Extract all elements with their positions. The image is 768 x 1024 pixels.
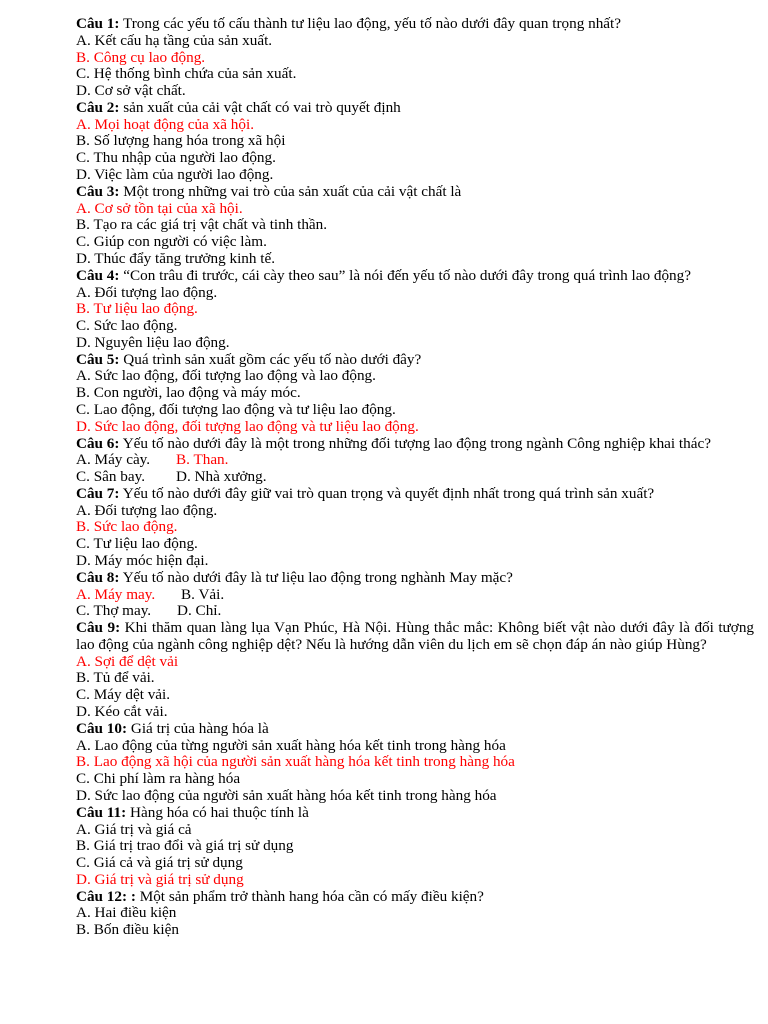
question-text: Yếu tố nào dưới đây giữ vai trò quan trọng và quyết định nhất trong quá trình sản xuất? <box>122 484 655 502</box>
option-d: D. Cơ sở vật chất. <box>76 82 186 100</box>
question-text: Yếu tố nào dưới đây là một trong những đối tượng lao động trong ngành Công nghiệp khai thác? <box>122 434 711 452</box>
option-d: D. Sức lao động, đối tượng lao động và tư liệu lao động. <box>76 417 419 435</box>
option-b: B. Vải. <box>181 585 225 603</box>
option-d: D. Nguyên liệu lao động. <box>76 333 230 351</box>
option-a: A. Giá trị và giá cả <box>76 820 192 838</box>
question-number: Câu 5: <box>76 350 120 368</box>
option-a: A. Lao động của từng người sản xuất hàng hóa kết tinh trong hàng hóa <box>76 736 506 754</box>
option-c: C. Giá cả và giá trị sử dụng <box>76 854 243 872</box>
question-text: Yếu tố nào dưới đây là tư liệu lao động trong nghành May mặc? <box>122 568 513 586</box>
option-b: B. Bốn điều kiện <box>76 921 179 939</box>
option-d: D. Sức lao động của người sản xuất hàng hóa kết tinh trong hàng hóa <box>76 786 497 804</box>
option-d: D. Giá trị và giá trị sử dụng <box>76 870 244 888</box>
option-c: C. Thu nhập của người lao động. <box>76 149 276 167</box>
option-b: B. Tạo ra các giá trị vật chất và tinh thần. <box>76 216 328 234</box>
option-row <box>76 603 754 620</box>
option-d: D. Thúc đẩy tăng trưởng kinh tế. <box>76 249 276 267</box>
option-a: A. Cơ sở tồn tại của xã hội. <box>76 199 243 217</box>
option-row <box>76 469 754 486</box>
option-b: B. Giá trị trao đổi và giá trị sử dụng <box>76 837 294 855</box>
option-a: A. Sức lao động, đối tượng lao động và lao động. <box>76 367 376 385</box>
question-text: sản xuất của cải vật chất có vai trò quyết định <box>123 98 401 116</box>
question-block <box>76 620 754 721</box>
question-text: “Con trâu đi trước, cái cày theo sau” là nói đến yếu tố nào dưới đây trong quá trình lao động? <box>123 266 691 284</box>
option-c: C. Sức lao động. <box>76 317 178 335</box>
option-c: C. Sân bay. <box>76 468 146 486</box>
question-number: Câu 11: <box>76 803 127 821</box>
option-d: D. Nhà xưởng. <box>176 468 267 486</box>
question-heading <box>76 268 754 285</box>
question-text: Hàng hóa có hai thuộc tính là <box>130 803 309 821</box>
question-heading <box>76 570 754 587</box>
option-d: D. Chỉ. <box>177 602 222 620</box>
option-b: B. Than. <box>176 451 229 469</box>
option-a: A. Đối tượng lao động. <box>76 283 218 301</box>
option-row <box>76 587 754 604</box>
option-d: D. Việc làm của người lao động. <box>76 166 274 184</box>
option-c: C. Tư liệu lao động. <box>76 535 198 553</box>
question-block <box>76 721 754 805</box>
question-number: Câu 8: <box>76 568 120 586</box>
option-c: C. Máy dệt vải. <box>76 686 171 704</box>
question-number: Câu 6: <box>76 434 120 452</box>
option-a: A. Máy cày. <box>76 451 151 469</box>
question-block <box>76 268 754 352</box>
question-heading <box>76 436 754 453</box>
option-b: B. Con người, lao động và máy móc. <box>76 384 301 402</box>
option-b: B. Số lượng hang hóa trong xã hội <box>76 132 286 150</box>
question-block <box>76 16 754 100</box>
question-number: Câu 7: <box>76 484 120 502</box>
question-block <box>76 570 754 620</box>
question-block <box>76 805 754 889</box>
question-block <box>76 486 754 570</box>
question-heading <box>76 721 754 738</box>
question-block <box>76 184 754 268</box>
option-a: A. Đối tượng lao động. <box>76 501 218 519</box>
option-b: B. Lao động xã hội của người sản xuất hàng hóa kết tinh trong hàng hóa <box>76 753 515 771</box>
question-text: Giá trị của hàng hóa là <box>130 719 269 737</box>
question-block <box>76 889 754 939</box>
option-c: C. Thợ may. <box>76 602 152 620</box>
question-number: Câu 9: <box>76 619 121 637</box>
question-number: Câu 1: <box>76 15 120 32</box>
option-c: C. Hệ thống bình chứa của sản xuất. <box>76 65 297 83</box>
question-text: Một trong những vai trò của sản xuất của cải vật chất là <box>123 182 462 200</box>
option-a: A. Máy may. <box>76 585 156 603</box>
question-heading <box>76 184 754 201</box>
question-number: Câu 4: <box>76 266 120 284</box>
question-heading <box>76 620 754 654</box>
question-heading <box>76 889 754 906</box>
option-a: A. Sợi để dệt vải <box>76 652 179 670</box>
option-b: B. Sức lao động. <box>76 518 178 536</box>
option-c: C. Chi phí làm ra hàng hóa <box>76 770 241 788</box>
question-text: Trong các yếu tố cấu thành tư liệu lao động, yếu tố nào dưới đây quan trọng nhất? <box>123 15 622 32</box>
question-heading <box>76 352 754 369</box>
option-b: B. Công cụ lao động. <box>76 48 206 66</box>
question-text: Quá trình sản xuất gồm các yếu tố nào dưới đây? <box>123 350 422 368</box>
question-heading <box>76 16 754 33</box>
option-b: B. Tư liệu lao động. <box>76 300 198 318</box>
option-a: A. Mọi hoạt động của xã hội. <box>76 115 255 133</box>
option-c: C. Giúp con người có việc làm. <box>76 233 267 251</box>
option-row <box>76 452 754 469</box>
question-block <box>76 436 754 486</box>
question-heading <box>76 805 754 822</box>
question-number: Câu 3: <box>76 182 120 200</box>
question-text: Một sản phẩm trở thành hang hóa cần có mấy điều kiện? <box>139 887 484 905</box>
question-number: Câu 2: <box>76 98 120 116</box>
question-block <box>76 352 754 436</box>
question-text: Khi thăm quan làng lụa Vạn Phúc, Hà Nội. Hùng thắc mắc: Không biết vật nào dưới đây là đối tượng lao động của ngành công nghiệp dệt? Nếu là hướng dẫn viên du lịch em sẽ chọn đáp án nào giúp Hùng? <box>76 619 755 653</box>
option-b: B. Tủ để vải. <box>76 669 155 687</box>
option-a: A. Hai điều kiện <box>76 904 177 922</box>
question-block <box>76 100 754 184</box>
question-number: Câu 10: <box>76 719 128 737</box>
question-heading <box>76 486 754 503</box>
option-d: D. Kéo cắt vải. <box>76 703 168 721</box>
option-a: A. Kết cấu hạ tầng của sản xuất. <box>76 31 273 49</box>
question-heading <box>76 100 754 117</box>
option-d: D. Máy móc hiện đại. <box>76 552 209 569</box>
option-c: C. Lao động, đối tượng lao động và tư liệu lao động. <box>76 400 396 418</box>
question-number: Câu 12: : <box>76 887 136 905</box>
